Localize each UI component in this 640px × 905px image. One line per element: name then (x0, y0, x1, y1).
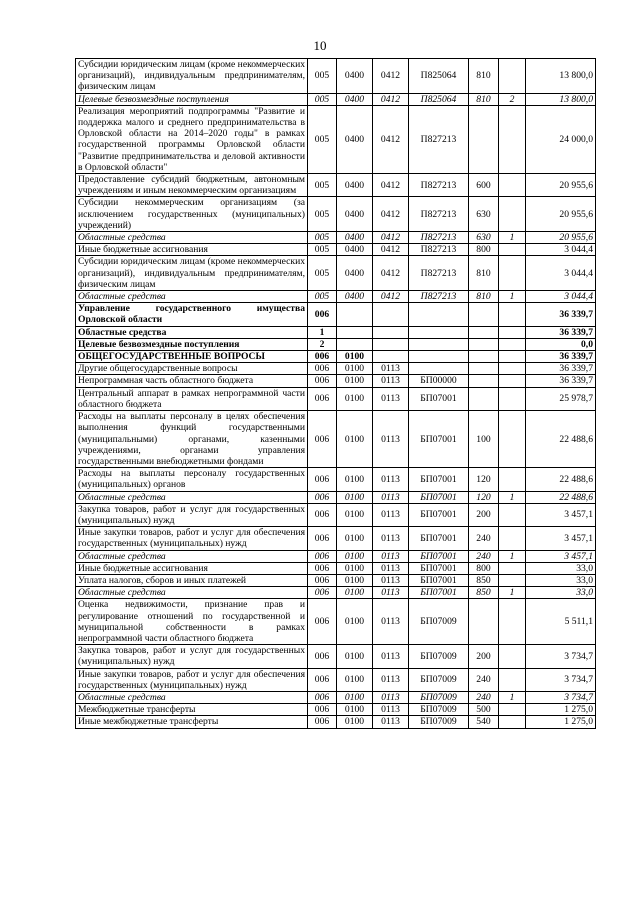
row-admin-code: 006 (308, 468, 337, 491)
table-row (76, 244, 596, 256)
table-row (76, 468, 596, 491)
row-funding-source (499, 668, 526, 691)
table-row (76, 338, 596, 350)
row-section-code: 0400 (337, 291, 373, 303)
row-target-code (409, 338, 469, 350)
row-funding-source (499, 59, 526, 94)
table-row (76, 491, 596, 503)
row-amount: 20 955,6 (526, 197, 596, 232)
row-subsection-code: 0113 (373, 375, 409, 387)
row-section-code: 0100 (337, 691, 373, 703)
row-expense-type (469, 351, 499, 363)
table-row (76, 704, 596, 716)
row-funding-source (499, 244, 526, 256)
row-amount: 20 955,6 (526, 174, 596, 197)
row-expense-type: 850 (469, 587, 499, 599)
row-admin-code: 005 (308, 232, 337, 244)
row-admin-code: 005 (308, 105, 337, 173)
row-section-code: 0100 (337, 503, 373, 526)
row-expense-type (469, 303, 499, 326)
row-amount: 5 511,1 (526, 599, 596, 645)
row-name: Иные межбюджетные трансферты (76, 716, 308, 728)
table-row (76, 375, 596, 387)
row-section-code (337, 303, 373, 326)
row-admin-code: 006 (308, 550, 337, 562)
row-subsection-code: 0412 (373, 174, 409, 197)
table-row (76, 503, 596, 526)
row-target-code: БП07009 (409, 599, 469, 645)
row-section-code: 0100 (337, 351, 373, 363)
row-name: Иные бюджетные ассигнования (76, 562, 308, 574)
budget-table (75, 58, 596, 729)
row-admin-code: 005 (308, 197, 337, 232)
row-subsection-code: 0113 (373, 491, 409, 503)
row-expense-type: 630 (469, 197, 499, 232)
row-amount: 33,0 (526, 587, 596, 599)
row-funding-source (499, 174, 526, 197)
row-admin-code: 006 (308, 599, 337, 645)
row-subsection-code: 0113 (373, 503, 409, 526)
table-row (76, 351, 596, 363)
row-expense-type: 810 (469, 256, 499, 291)
row-target-code: П827213 (409, 244, 469, 256)
row-admin-code: 006 (308, 668, 337, 691)
row-section-code (337, 326, 373, 338)
row-amount: 13 800,0 (526, 59, 596, 94)
row-admin-code: 2 (308, 338, 337, 350)
row-target-code: БП07009 (409, 645, 469, 668)
row-subsection-code: 0113 (373, 668, 409, 691)
table-row (76, 716, 596, 728)
row-section-code: 0100 (337, 704, 373, 716)
row-amount: 33,0 (526, 562, 596, 574)
table-row (76, 574, 596, 586)
row-expense-type (469, 363, 499, 375)
row-name: Областные средства (76, 691, 308, 703)
row-target-code (409, 351, 469, 363)
row-target-code: БП07009 (409, 691, 469, 703)
row-amount: 24 000,0 (526, 105, 596, 173)
row-amount: 3 044,4 (526, 291, 596, 303)
row-name: Областные средства (76, 587, 308, 599)
row-admin-code: 006 (308, 527, 337, 550)
row-subsection-code: 0113 (373, 527, 409, 550)
row-target-code: П827213 (409, 197, 469, 232)
row-expense-type: 240 (469, 527, 499, 550)
row-subsection-code: 0113 (373, 550, 409, 562)
row-section-code: 0100 (337, 574, 373, 586)
row-target-code: П827213 (409, 291, 469, 303)
row-name: Областные средства (76, 232, 308, 244)
row-expense-type: 800 (469, 562, 499, 574)
row-subsection-code: 0412 (373, 93, 409, 105)
row-funding-source (499, 562, 526, 574)
row-name: Субсидии юридическим лицам (кроме некоммерческих организаций), индивидуальным предпринимателям, физическим лицам (76, 256, 308, 291)
row-target-code: П827213 (409, 256, 469, 291)
row-name: Предоставление субсидий бюджетным, автономным учреждениям и иным некоммерческим организациям (76, 174, 308, 197)
row-funding-source (499, 375, 526, 387)
row-funding-source (499, 411, 526, 468)
row-name: Центральный аппарат в рамках непрограммной части областного бюджета (76, 387, 308, 410)
row-section-code: 0100 (337, 468, 373, 491)
row-amount: 20 955,6 (526, 232, 596, 244)
row-section-code: 0100 (337, 716, 373, 728)
row-name: Областные средства (76, 491, 308, 503)
row-admin-code: 006 (308, 645, 337, 668)
table-row (76, 691, 596, 703)
row-subsection-code: 0113 (373, 468, 409, 491)
page-number: 10 (313, 38, 327, 53)
table-row (76, 411, 596, 468)
row-expense-type (469, 387, 499, 410)
row-funding-source: 1 (499, 691, 526, 703)
table-row (76, 363, 596, 375)
row-section-code: 0100 (337, 668, 373, 691)
row-name: Закупка товаров, работ и услуг для государственных (муниципальных) нужд (76, 645, 308, 668)
row-target-code: БП07001 (409, 562, 469, 574)
row-amount: 3 734,7 (526, 691, 596, 703)
row-section-code: 0400 (337, 174, 373, 197)
row-name: Закупка товаров, работ и услуг для государственных (муниципальных) нужд (76, 503, 308, 526)
row-admin-code: 006 (308, 562, 337, 574)
row-amount: 36 339,7 (526, 326, 596, 338)
row-name: Реализация мероприятий подпрограммы "Развитие и поддержка малого и среднего предпринимательства в Орловской области на 2014–2020 годы" в рамках государственной программы Орловской области "Развитие предпринимательства и деловой активности в Орловской области" (76, 105, 308, 173)
row-amount: 3 044,4 (526, 256, 596, 291)
row-target-code (409, 363, 469, 375)
table-row (76, 105, 596, 173)
row-target-code: БП07009 (409, 704, 469, 716)
row-admin-code: 005 (308, 174, 337, 197)
row-target-code: П825064 (409, 59, 469, 94)
row-section-code: 0400 (337, 93, 373, 105)
table-row (76, 256, 596, 291)
row-expense-type (469, 375, 499, 387)
row-subsection-code: 0113 (373, 574, 409, 586)
row-funding-source: 1 (499, 291, 526, 303)
row-funding-source (499, 303, 526, 326)
row-target-code: БП07001 (409, 468, 469, 491)
row-name: Иные закупки товаров, работ и услуг для обеспечения государственных (муниципальных) нужд (76, 668, 308, 691)
row-amount: 36 339,7 (526, 375, 596, 387)
row-expense-type: 100 (469, 411, 499, 468)
row-admin-code: 006 (308, 363, 337, 375)
row-section-code: 0400 (337, 59, 373, 94)
row-name: ОБЩЕГОСУДАРСТВЕННЫЕ ВОПРОСЫ (76, 351, 308, 363)
row-amount: 25 978,7 (526, 387, 596, 410)
row-target-code: П825064 (409, 93, 469, 105)
row-target-code: П827213 (409, 105, 469, 173)
row-amount: 1 275,0 (526, 716, 596, 728)
row-section-code: 0400 (337, 256, 373, 291)
table-row (76, 59, 596, 94)
row-subsection-code: 0412 (373, 59, 409, 94)
row-admin-code: 006 (308, 503, 337, 526)
row-section-code: 0400 (337, 197, 373, 232)
table-row (76, 93, 596, 105)
row-section-code: 0100 (337, 491, 373, 503)
row-funding-source (499, 387, 526, 410)
row-amount: 3 457,1 (526, 503, 596, 526)
row-subsection-code: 0412 (373, 197, 409, 232)
row-admin-code: 006 (308, 704, 337, 716)
row-section-code: 0400 (337, 244, 373, 256)
row-amount: 3 457,1 (526, 527, 596, 550)
table-row (76, 174, 596, 197)
row-target-code (409, 303, 469, 326)
table-row (76, 587, 596, 599)
row-section-code: 0100 (337, 411, 373, 468)
row-section-code: 0400 (337, 105, 373, 173)
row-subsection-code: 0113 (373, 411, 409, 468)
row-name: Областные средства (76, 326, 308, 338)
table-row (76, 550, 596, 562)
row-expense-type (469, 338, 499, 350)
row-funding-source (499, 503, 526, 526)
row-target-code: БП07009 (409, 668, 469, 691)
row-subsection-code: 0412 (373, 105, 409, 173)
row-amount: 3 457,1 (526, 550, 596, 562)
row-amount: 22 488,6 (526, 468, 596, 491)
row-subsection-code: 0412 (373, 256, 409, 291)
row-expense-type: 200 (469, 503, 499, 526)
row-admin-code: 1 (308, 326, 337, 338)
row-admin-code: 005 (308, 291, 337, 303)
row-name: Областные средства (76, 291, 308, 303)
row-amount: 3 734,7 (526, 645, 596, 668)
row-funding-source (499, 256, 526, 291)
row-subsection-code: 0412 (373, 291, 409, 303)
row-subsection-code: 0113 (373, 645, 409, 668)
row-expense-type: 240 (469, 691, 499, 703)
row-funding-source (499, 105, 526, 173)
row-funding-source: 1 (499, 550, 526, 562)
row-admin-code: 006 (308, 375, 337, 387)
row-target-code: БП07001 (409, 574, 469, 586)
row-name: Субсидии юридическим лицам (кроме некоммерческих организаций), индивидуальным предпринимателям, физическим лицам (76, 59, 308, 94)
row-target-code: БП07009 (409, 716, 469, 728)
row-expense-type (469, 105, 499, 173)
row-subsection-code (373, 338, 409, 350)
row-expense-type: 240 (469, 668, 499, 691)
row-amount: 1 275,0 (526, 704, 596, 716)
row-funding-source (499, 716, 526, 728)
row-amount: 22 488,6 (526, 491, 596, 503)
row-name: Расходы на выплаты персоналу государственных (муниципальных) органов (76, 468, 308, 491)
row-subsection-code: 0113 (373, 704, 409, 716)
row-expense-type (469, 326, 499, 338)
row-expense-type: 810 (469, 93, 499, 105)
row-target-code: П827213 (409, 174, 469, 197)
row-subsection-code: 0113 (373, 691, 409, 703)
row-subsection-code: 0113 (373, 716, 409, 728)
row-funding-source (499, 527, 526, 550)
row-amount: 0,0 (526, 338, 596, 350)
table-row (76, 645, 596, 668)
row-funding-source (499, 704, 526, 716)
row-subsection-code: 0113 (373, 562, 409, 574)
row-section-code: 0100 (337, 550, 373, 562)
row-expense-type: 810 (469, 59, 499, 94)
row-section-code: 0100 (337, 599, 373, 645)
row-name: Другие общегосударственные вопросы (76, 363, 308, 375)
row-subsection-code: 0113 (373, 387, 409, 410)
row-funding-source (499, 599, 526, 645)
table-row (76, 599, 596, 645)
row-admin-code: 005 (308, 93, 337, 105)
row-subsection-code (373, 351, 409, 363)
budget-table-body (76, 59, 596, 729)
row-expense-type: 850 (469, 574, 499, 586)
row-name: Оценка недвижимости, признание прав и регулирование отношений по государственной и муниципальной собственности в рамках непрограммной части областного бюджета (76, 599, 308, 645)
row-target-code: П827213 (409, 232, 469, 244)
row-name: Областные средства (76, 550, 308, 562)
row-expense-type (469, 599, 499, 645)
row-admin-code: 006 (308, 587, 337, 599)
row-name: Расходы на выплаты персоналу в целях обеспечения выполнения функций государственными (муниципальными) органами, казенными учреждениями, органами управления государственными внебюджетными фондами (76, 411, 308, 468)
row-subsection-code (373, 303, 409, 326)
row-admin-code: 006 (308, 691, 337, 703)
row-amount: 36 339,7 (526, 351, 596, 363)
row-amount: 3 044,4 (526, 244, 596, 256)
row-name: Целевые безвозмездные поступления (76, 93, 308, 105)
row-section-code: 0100 (337, 562, 373, 574)
row-admin-code: 005 (308, 59, 337, 94)
row-name: Межбюджетные трансферты (76, 704, 308, 716)
row-section-code: 0100 (337, 527, 373, 550)
row-section-code: 0100 (337, 587, 373, 599)
row-section-code: 0400 (337, 232, 373, 244)
row-amount: 22 488,6 (526, 411, 596, 468)
table-row (76, 527, 596, 550)
table-row (76, 232, 596, 244)
row-subsection-code: 0113 (373, 599, 409, 645)
row-admin-code: 006 (308, 303, 337, 326)
row-target-code: БП00000 (409, 375, 469, 387)
row-funding-source (499, 351, 526, 363)
row-admin-code: 005 (308, 256, 337, 291)
table-row (76, 562, 596, 574)
row-name: Непрограммная часть областного бюджета (76, 375, 308, 387)
table-row (76, 303, 596, 326)
row-target-code: БП07001 (409, 411, 469, 468)
row-section-code: 0100 (337, 387, 373, 410)
row-funding-source (499, 197, 526, 232)
row-target-code: БП07001 (409, 527, 469, 550)
row-expense-type: 200 (469, 645, 499, 668)
row-name: Уплата налогов, сборов и иных платежей (76, 574, 308, 586)
row-target-code: БП07001 (409, 387, 469, 410)
row-expense-type: 120 (469, 491, 499, 503)
row-expense-type: 630 (469, 232, 499, 244)
row-expense-type: 500 (469, 704, 499, 716)
row-funding-source (499, 338, 526, 350)
row-name: Целевые безвозмездные поступления (76, 338, 308, 350)
table-row (76, 291, 596, 303)
row-expense-type: 120 (469, 468, 499, 491)
row-amount: 33,0 (526, 574, 596, 586)
row-name: Управление государственного имущества Орловской области (76, 303, 308, 326)
row-funding-source: 2 (499, 93, 526, 105)
row-admin-code: 006 (308, 351, 337, 363)
table-row (76, 197, 596, 232)
row-target-code: БП07001 (409, 550, 469, 562)
row-target-code: БП07001 (409, 491, 469, 503)
row-funding-source (499, 574, 526, 586)
row-funding-source (499, 468, 526, 491)
row-funding-source: 1 (499, 491, 526, 503)
row-admin-code: 005 (308, 244, 337, 256)
row-amount: 13 800,0 (526, 93, 596, 105)
row-amount: 36 339,7 (526, 363, 596, 375)
table-row (76, 326, 596, 338)
row-name: Иные бюджетные ассигнования (76, 244, 308, 256)
row-admin-code: 006 (308, 716, 337, 728)
row-section-code: 0100 (337, 645, 373, 668)
row-funding-source (499, 363, 526, 375)
table-row (76, 387, 596, 410)
row-subsection-code (373, 326, 409, 338)
row-subsection-code: 0412 (373, 232, 409, 244)
row-section-code: 0100 (337, 363, 373, 375)
row-funding-source: 1 (499, 232, 526, 244)
row-subsection-code: 0412 (373, 244, 409, 256)
row-admin-code: 006 (308, 574, 337, 586)
row-subsection-code: 0113 (373, 363, 409, 375)
row-funding-source (499, 326, 526, 338)
row-expense-type: 800 (469, 244, 499, 256)
row-expense-type: 810 (469, 291, 499, 303)
row-funding-source (499, 645, 526, 668)
row-expense-type: 240 (469, 550, 499, 562)
row-target-code (409, 326, 469, 338)
row-name: Субсидии некоммерческим организациям (за исключением государственных (муниципальных) учреждений) (76, 197, 308, 232)
row-expense-type: 540 (469, 716, 499, 728)
row-expense-type: 600 (469, 174, 499, 197)
row-section-code (337, 338, 373, 350)
row-amount: 3 734,7 (526, 668, 596, 691)
row-admin-code: 006 (308, 411, 337, 468)
row-funding-source: 1 (499, 587, 526, 599)
row-subsection-code: 0113 (373, 587, 409, 599)
table-row (76, 668, 596, 691)
row-amount: 36 339,7 (526, 303, 596, 326)
row-target-code: БП07001 (409, 587, 469, 599)
row-target-code: БП07001 (409, 503, 469, 526)
row-admin-code: 006 (308, 387, 337, 410)
row-section-code: 0100 (337, 375, 373, 387)
row-admin-code: 006 (308, 491, 337, 503)
row-name: Иные закупки товаров, работ и услуг для обеспечения государственных (муниципальных) нужд (76, 527, 308, 550)
